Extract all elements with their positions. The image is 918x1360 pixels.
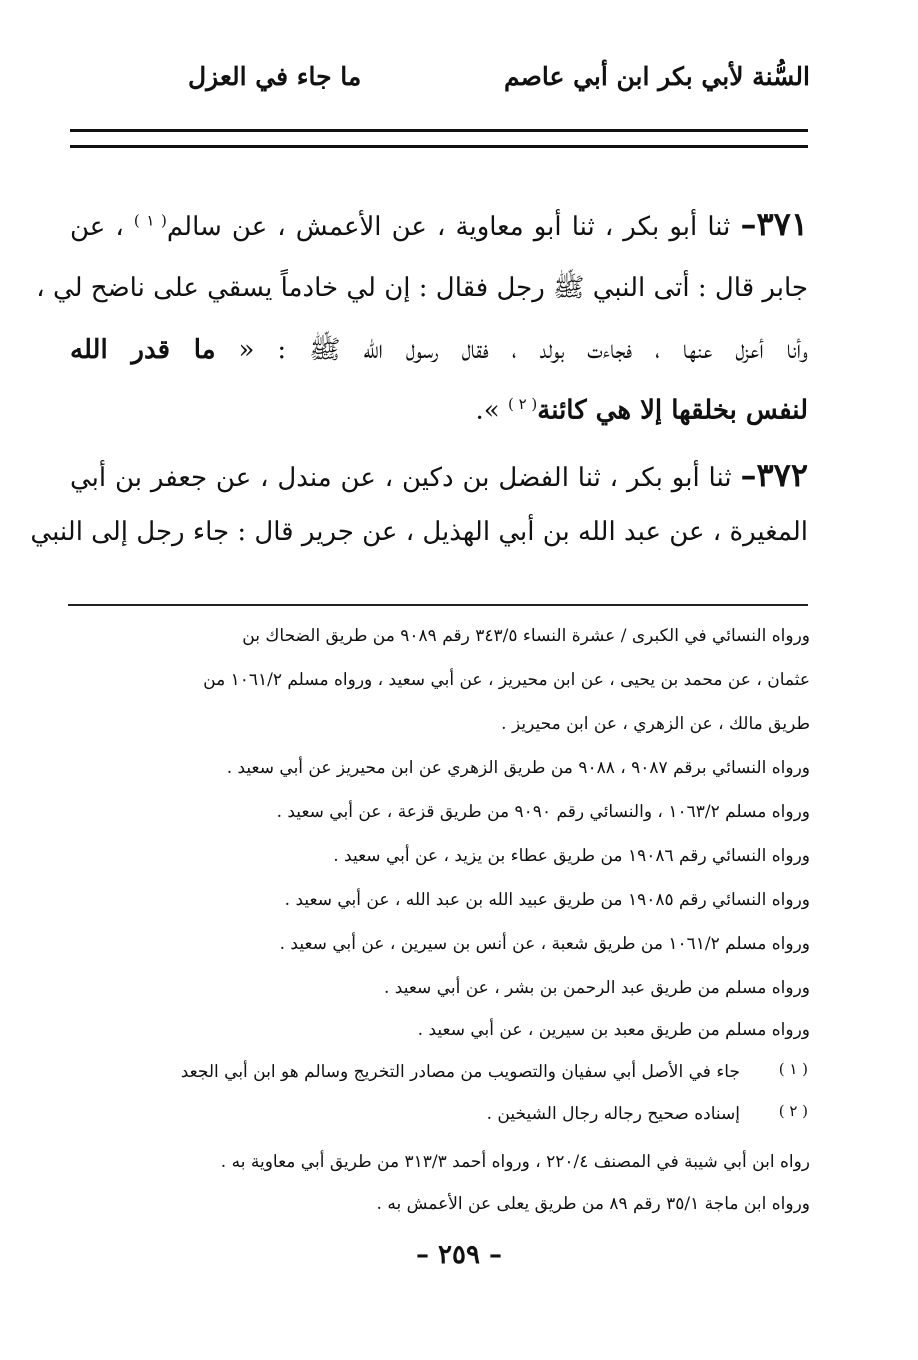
hadith-number-372: ٣٧٢– — [740, 456, 809, 494]
footnote-marker-1: ( ١ ) — [778, 1060, 808, 1078]
header-rule-top — [70, 129, 808, 132]
hadith-371-line-2: جابر قال : أتى النبي ﷺ رجل فقال : إن لي خادماً يسقي على ناضح لي ، — [36, 273, 808, 303]
footnote-line: ورواه مسلم من طريق معبد بن سيرين ، عن أبي سعيد . — [417, 1020, 810, 1040]
hadith-prophetic-quote: ما قدر الله — [70, 335, 216, 365]
header-rule-bottom — [70, 145, 808, 148]
page-number: – ٢٥٩ – — [415, 1240, 503, 1270]
hadith-371-line-1 — [70, 205, 808, 243]
footnote-marker-2: ( ٢ ) — [778, 1102, 808, 1120]
hadith-text: ». — [475, 395, 500, 426]
footnote-2-text: إسناده صحيح رجاله رجال الشيخين . — [486, 1104, 740, 1124]
hadith-372-line-2: المغيرة ، عن عبد الله بن أبي الهذيل ، عن جرير قال : جاء رجل إلى النبي — [30, 517, 808, 547]
footnote-line: ورواه النسائي رقم ١٩٠٨٥ من طريق عبيد الله بن عبد الله ، عن أبي سعيد . — [284, 890, 810, 910]
footnote-line: ورواه مسلم من طريق عبد الرحمن بن بشر ، عن أبي سعيد . — [384, 978, 810, 998]
footnote-separator — [68, 604, 808, 606]
footnote-line: عثمان ، عن محمد بن يحيى ، عن ابن محيريز ، عن أبي سعيد ، ورواه مسلم ١٠٦١/٢ من — [203, 670, 810, 690]
footnote-ref-2[interactable]: ( ٢ ) — [507, 395, 538, 413]
footnote-ref-1[interactable]: ( ١ ) — [133, 211, 167, 230]
hadith-number-371: ٣٧١– — [740, 205, 809, 243]
running-header-chapter-title: ما جاء في العزل — [188, 62, 362, 91]
hadith-text: ثنا أبو بكر ، ثنا أبو معاوية ، عن الأعمش ، عن سالم — [166, 212, 731, 242]
footnote-line: ورواه مسلم ١٠٦١/٢ من طريق شعبة ، عن أنس بن سيرين ، عن أبي سعيد . — [279, 934, 810, 954]
footnote-line: ورواه النسائي برقم ٩٠٨٧ ، ٩٠٨٨ من طريق الزهري عن ابن محيريز عن أبي سعيد . — [226, 758, 810, 778]
hadith-371-line-3 — [70, 333, 808, 371]
hadith-371-line-4 — [70, 395, 808, 426]
footnote-line: ورواه ابن ماجة ٣٥/١ رقم ٨٩ من طريق يعلى عن الأعمش به . — [376, 1194, 810, 1214]
running-header-book-title: السُّنة لأبي بكر ابن أبي عاصم — [503, 62, 810, 91]
footnote-1-text: جاء في الأصل أبي سفيان والتصويب من مصادر التخريج وسالم هو ابن أبي الجعد — [180, 1062, 740, 1082]
footnote-line: ورواه مسلم ١٠٦٣/٢ ، والنسائي رقم ٩٠٩٠ من طريق قزعة ، عن أبي سعيد . — [276, 802, 810, 822]
hadith-prophetic-quote: لنفس بخلقها إلا هي كائنة — [537, 395, 808, 426]
footnote-line: ورواه النسائي رقم ١٩٠٨٦ من طريق عطاء بن يزيد ، عن أبي سعيد . — [333, 846, 810, 866]
hadith-text: ، عن — [70, 212, 124, 242]
hadith-372-line-1 — [70, 456, 808, 494]
footnote-line: ورواه النسائي في الكبرى / عشرة النساء ٣٤٣/٥ رقم ٩٠٨٩ من طريق الضحاك بن — [242, 626, 810, 646]
hadith-text: ثنا أبو بكر ، ثنا الفضل بن دكين ، عن مندل ، عن جعفر بن أبي — [70, 463, 732, 493]
footnote-line: طريق مالك ، عن الزهري ، عن ابن محيريز . — [501, 714, 810, 734]
hadith-text: وأنا أعزل عنها ، فجاءت بولد ، فقال رسول الله ﷺ : « — [238, 335, 809, 365]
footnote-line: رواه ابن أبي شيبة في المصنف ٢٢٠/٤ ، ورواه أحمد ٣١٣/٣ من طريق أبي معاوية به . — [220, 1152, 810, 1172]
